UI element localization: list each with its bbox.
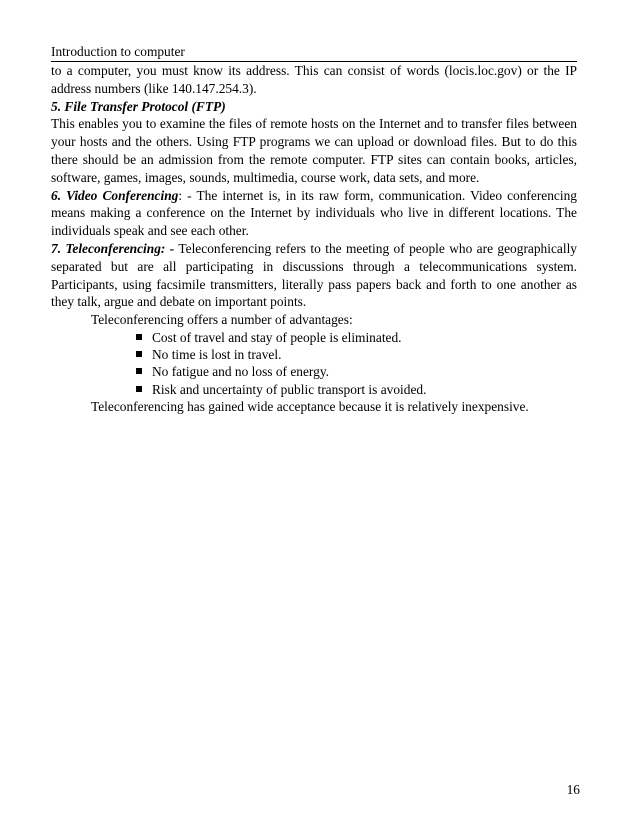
advantages-list <box>51 329 577 398</box>
list-item-text: Risk and uncertainty of public transport is avoided. <box>152 381 427 397</box>
list-item-text: No time is lost in travel. <box>152 347 282 363</box>
address-paragraph: to a computer, you must know its address. This can consist of words (locis.loc.gov) or the IP address numbers (like 140.147.254.3). <box>51 63 577 96</box>
square-bullet-icon <box>136 351 142 357</box>
page-body <box>51 62 577 416</box>
list-item <box>135 346 577 363</box>
teleconferencing-heading: 7. Teleconferencing: - <box>51 240 175 256</box>
ftp-paragraph: This enables you to examine the files of remote hosts on the Internet and to transfer files between your hosts and the others. Using FTP programs we can upload or download files. But to do this there should be an admission from the remote computer. FTP sites can contain books, articles, software, games, images, sounds, multimedia, course work, data sets, and more. <box>51 116 577 185</box>
video-conferencing-paragraph <box>51 187 577 240</box>
video-conferencing-heading: 6. Video Conferencing <box>51 187 179 203</box>
square-bullet-icon <box>136 386 142 392</box>
list-item-text: No fatigue and no loss of energy. <box>152 364 330 380</box>
closing-paragraph: Teleconferencing has gained wide acceptance because it is relatively inexpensive. <box>91 398 529 414</box>
teleconferencing-paragraph <box>51 240 577 311</box>
list-item <box>135 329 577 346</box>
page-number: 16 <box>566 782 580 797</box>
list-item <box>135 381 577 398</box>
page-header: Introduction to computer <box>51 44 577 62</box>
ftp-heading: 5. File Transfer Protocol (FTP) <box>51 98 226 114</box>
square-bullet-icon <box>136 368 142 374</box>
square-bullet-icon <box>136 334 142 340</box>
advantages-intro: Teleconferencing offers a number of advantages: <box>91 312 353 328</box>
teleconferencing-text: Teleconferencing refers to the meeting of people who are geographically separated but are all participating in discussions through a telecommunications system. Participants, using facsimile transmitters, literally pass papers back and forth to one another as they talk, argue and debate on important points. <box>51 240 577 310</box>
video-conferencing-text: : - The internet is, in its raw form, communication. Video conferencing means making a conference on the Internet by individuals who live in different locations. The individuals speak and see each other. <box>51 187 577 239</box>
list-item <box>135 363 577 380</box>
list-item-text: Cost of travel and stay of people is eliminated. <box>152 329 402 345</box>
